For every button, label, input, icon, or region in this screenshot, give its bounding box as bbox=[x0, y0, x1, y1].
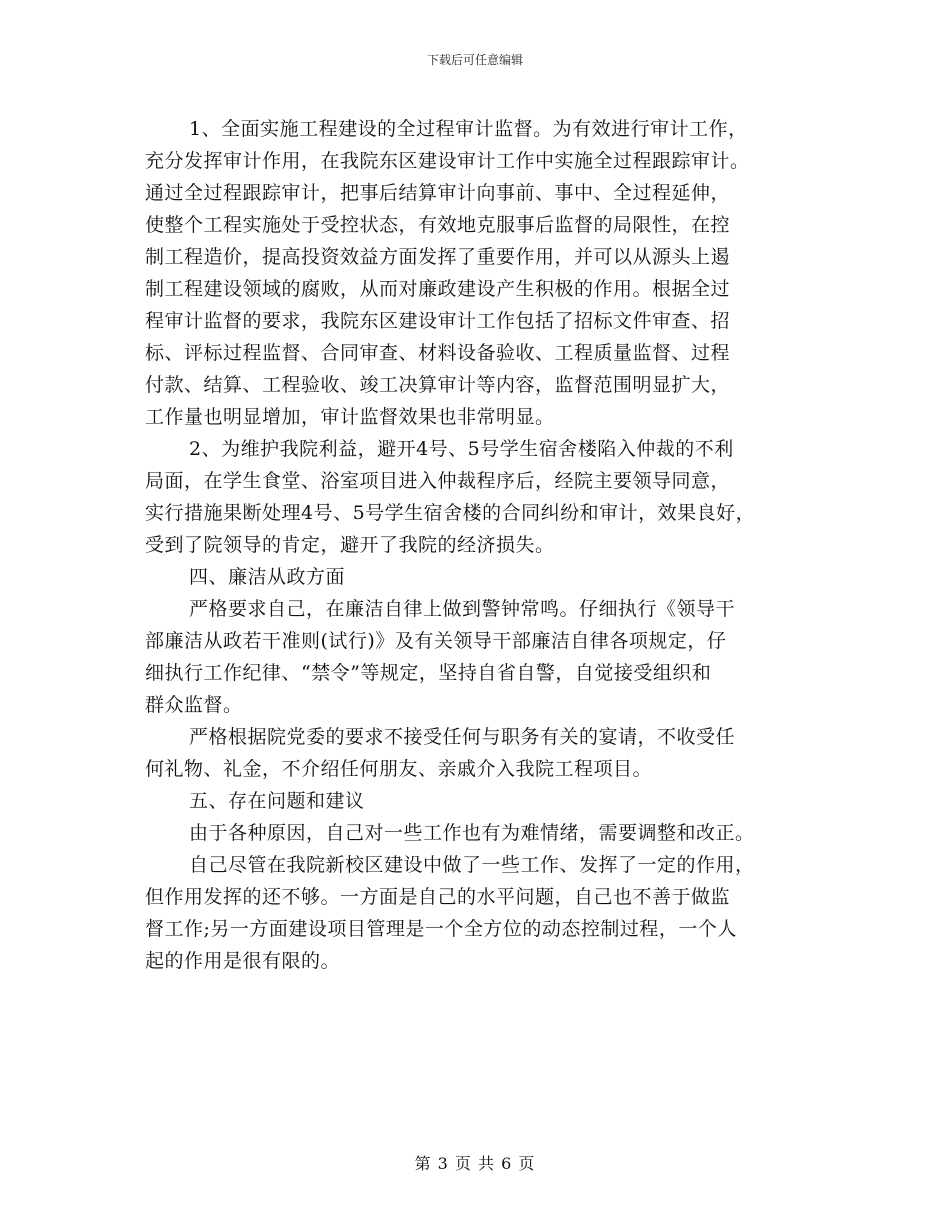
text-line: 使整个工程实施处于受控状态，有效地克服事后监督的局限性，在控 bbox=[145, 214, 731, 236]
text-line: 严格根据院党委的要求不接受任何与职务有关的宴请，不收受任 bbox=[189, 726, 736, 748]
text-line: 充分发挥审计作用，在我院东区建设审计工作中实施全过程跟踪审计。 bbox=[145, 150, 750, 172]
text-line: 1、全面实施工程建设的全过程审计监督。为有效进行审计工作， bbox=[189, 118, 748, 140]
text-line: 标、评标过程监督、合同审查、材料设备验收、工程质量监督、过程 bbox=[145, 342, 731, 364]
text-line: 受到了院领导的肯定，避开了我院的经济损失。 bbox=[145, 534, 555, 556]
text-line: 实行措施果断处理4号、5号学生宿舍楼的合同纠纷和审计，效果良好， bbox=[145, 502, 756, 524]
text-line: 督工作;另一方面建设项目管理是一个全方位的动态控制过程，一个人 bbox=[145, 918, 737, 940]
text-line: 程审计监督的要求，我院东区建设审计工作包括了招标文件审查、招 bbox=[145, 310, 731, 332]
document-body bbox=[145, 113, 815, 977]
page-header: 下载后可任意编辑 bbox=[426, 53, 523, 67]
text-line: 五、存在问题和建议 bbox=[189, 790, 365, 812]
text-line: 起的作用是很有限的。 bbox=[145, 950, 341, 972]
text-line: 严格要求自己，在廉洁自律上做到警钟常鸣。仔细执行《领导干 bbox=[189, 598, 736, 620]
text-line: 细执行工作纪律、“禁令”等规定，坚持自省自警，自觉接受组织和 bbox=[145, 662, 712, 684]
text-line: 由于各种原因，自己对一些工作也有为难情绪，需要调整和改正。 bbox=[189, 822, 755, 844]
page-number: 第 3 页 共 6 页 bbox=[414, 1154, 536, 1173]
text-line: 四、廉洁从政方面 bbox=[189, 566, 346, 588]
text-line: 群众监督。 bbox=[145, 694, 243, 716]
text-line: 通过全过程跟踪审计，把事后结算审计向事前、事中、全过程延伸， bbox=[145, 182, 731, 204]
text-line: 2、为维护我院利益，避开4号、5号学生宿舍楼陷入仲裁的不利 bbox=[189, 438, 734, 460]
text-line: 工作量也明显增加，审计监督效果也非常明显。 bbox=[145, 406, 555, 428]
text-line: 制工程造价，提高投资效益方面发挥了重要作用，并可以从源头上遏 bbox=[145, 246, 731, 268]
text-line: 何礼物、礼金，不介绍任何朋友、亲戚介入我院工程项目。 bbox=[145, 758, 653, 780]
text-line: 局面，在学生食堂、浴室项目进入仲裁程序后，经院主要领导同意， bbox=[145, 470, 731, 492]
text-line: 付款、结算、工程验收、竣工决算审计等内容，监督范围明显扩大， bbox=[145, 374, 731, 396]
text-line: 部廉洁从政若干准则(试行)》及有关领导干部廉洁自律各项规定，仔 bbox=[145, 630, 727, 652]
text-line: 自己尽管在我院新校区建设中做了一些工作、发挥了一定的作用， bbox=[189, 854, 755, 876]
text-line: 制工程建设领域的腐败，从而对廉政建设产生积极的作用。根据全过 bbox=[145, 278, 731, 300]
text-line: 但作用发挥的还不够。一方面是自己的水平问题，自己也不善于做监 bbox=[145, 886, 731, 908]
